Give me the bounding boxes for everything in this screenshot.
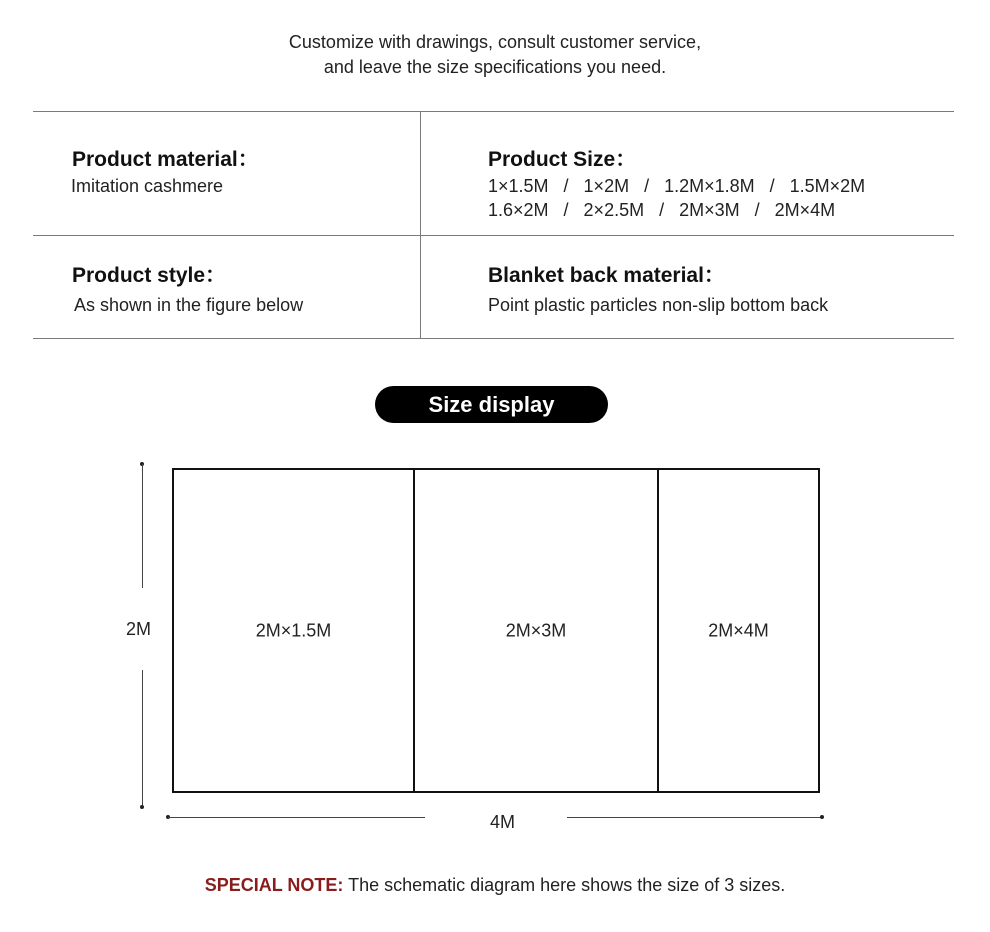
special-note — [0, 875, 990, 896]
height-dimension-line-upper — [142, 464, 143, 588]
size-box-large-label: 2M×4M — [708, 620, 769, 640]
special-note-prefix: SPECIAL NOTE: — [204, 875, 344, 895]
height-dimension-bottom-dot — [140, 805, 144, 809]
size-box-medium — [413, 468, 659, 793]
table-middle-rule — [33, 235, 954, 236]
material-label: Product material： — [72, 148, 259, 171]
back-material-label: Blanket back material： — [488, 264, 725, 287]
table-bottom-rule — [33, 338, 954, 339]
style-value: As shown in the figure below — [74, 295, 304, 315]
size-box-large — [657, 468, 820, 793]
size-options-line-1: 1×1.5M / 1×2M / 1.2M×1.8M / 1.5M×2M — [488, 176, 866, 196]
size-label: Product Size： — [488, 148, 637, 171]
height-dimension-line-lower — [142, 670, 143, 807]
size-options-line-2: 1.6×2M / 2×2.5M / 2M×3M / 2M×4M — [488, 200, 836, 220]
size-box-medium-label: 2M×3M — [505, 620, 567, 640]
special-note-text: The schematic diagram here shows the size of 3 sizes. — [343, 875, 786, 895]
material-value: Imitation cashmere — [71, 176, 224, 196]
intro-line-1: Customize with drawings, consult customer service, — [288, 32, 702, 52]
width-dimension-label: 4M — [490, 812, 516, 832]
size-display-title: Size display — [375, 386, 608, 423]
width-dimension-line-right — [567, 817, 822, 818]
intro-line-2: and leave the size specifications you need. — [323, 57, 667, 77]
back-material-value: Point plastic particles non-slip bottom back — [488, 295, 829, 315]
width-dimension-line-left — [168, 817, 425, 818]
table-top-rule — [33, 111, 954, 112]
size-box-small — [172, 468, 415, 793]
height-dimension-label: 2M — [126, 619, 152, 639]
size-box-small-label: 2M×1.5M — [255, 620, 332, 640]
width-dimension-right-dot — [820, 815, 824, 819]
style-label: Product style： — [72, 264, 227, 287]
table-column-divider — [420, 111, 421, 339]
